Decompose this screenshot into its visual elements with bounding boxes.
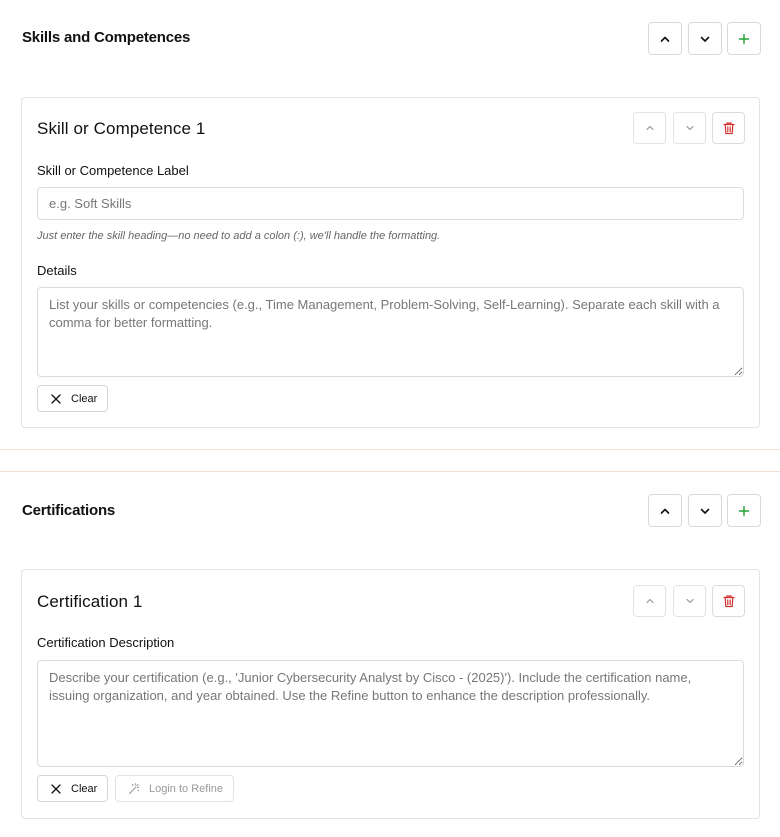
certification-move-up-button[interactable] <box>633 585 666 617</box>
chevron-down-icon <box>698 32 712 46</box>
chevron-up-icon <box>643 594 657 608</box>
certification-card-title: Certification 1 <box>37 592 143 611</box>
certifications-section-header <box>0 472 780 546</box>
login-to-refine-label: Login to Refine <box>149 782 223 795</box>
skill-delete-button[interactable] <box>712 112 745 144</box>
trash-icon <box>722 121 736 135</box>
skills-move-up-button[interactable] <box>648 22 682 55</box>
chevron-up-icon <box>658 504 672 518</box>
skill-label-input[interactable] <box>37 187 744 220</box>
skills-add-button[interactable] <box>727 22 761 55</box>
certification-clear-button[interactable] <box>37 775 108 802</box>
skill-details-label: Details <box>37 263 77 278</box>
certification-card <box>21 569 760 819</box>
certification-description-textarea[interactable] <box>37 660 744 767</box>
skill-move-up-button[interactable] <box>633 112 666 144</box>
certification-description-label: Certification Description <box>37 635 175 650</box>
chevron-down-icon <box>683 121 697 135</box>
login-to-refine-button[interactable] <box>115 775 234 802</box>
skills-section-title: Skills and Competences <box>22 29 191 46</box>
skill-card <box>21 97 760 428</box>
skill-label-field-label: Skill or Competence Label <box>37 163 189 178</box>
close-icon <box>50 393 62 405</box>
certification-clear-label: Clear <box>71 782 98 795</box>
certification-delete-button[interactable] <box>712 585 745 617</box>
chevron-down-icon <box>683 594 697 608</box>
skills-section-header <box>0 0 780 74</box>
chevron-up-icon <box>658 32 672 46</box>
skill-card-title: Skill or Competence 1 <box>37 119 206 138</box>
trash-icon <box>722 594 736 608</box>
section-divider-top <box>0 449 780 450</box>
skill-label-hint: Just enter the skill heading—no need to add a colon (:), we'll handle the formatting. <box>37 230 441 242</box>
certification-move-down-button[interactable] <box>673 585 706 617</box>
plus-icon <box>737 504 751 518</box>
skill-clear-label: Clear <box>71 392 98 405</box>
plus-icon <box>737 32 751 46</box>
certifications-move-down-button[interactable] <box>688 494 722 527</box>
skills-move-down-button[interactable] <box>688 22 722 55</box>
chevron-down-icon <box>698 504 712 518</box>
close-icon <box>50 783 62 795</box>
certifications-move-up-button[interactable] <box>648 494 682 527</box>
certifications-add-button[interactable] <box>727 494 761 527</box>
skill-details-textarea[interactable] <box>37 287 744 377</box>
certifications-section-title: Certifications <box>22 502 116 519</box>
chevron-up-icon <box>643 121 657 135</box>
skill-clear-button[interactable] <box>37 385 108 412</box>
magic-wand-icon <box>128 783 140 795</box>
skill-move-down-button[interactable] <box>673 112 706 144</box>
